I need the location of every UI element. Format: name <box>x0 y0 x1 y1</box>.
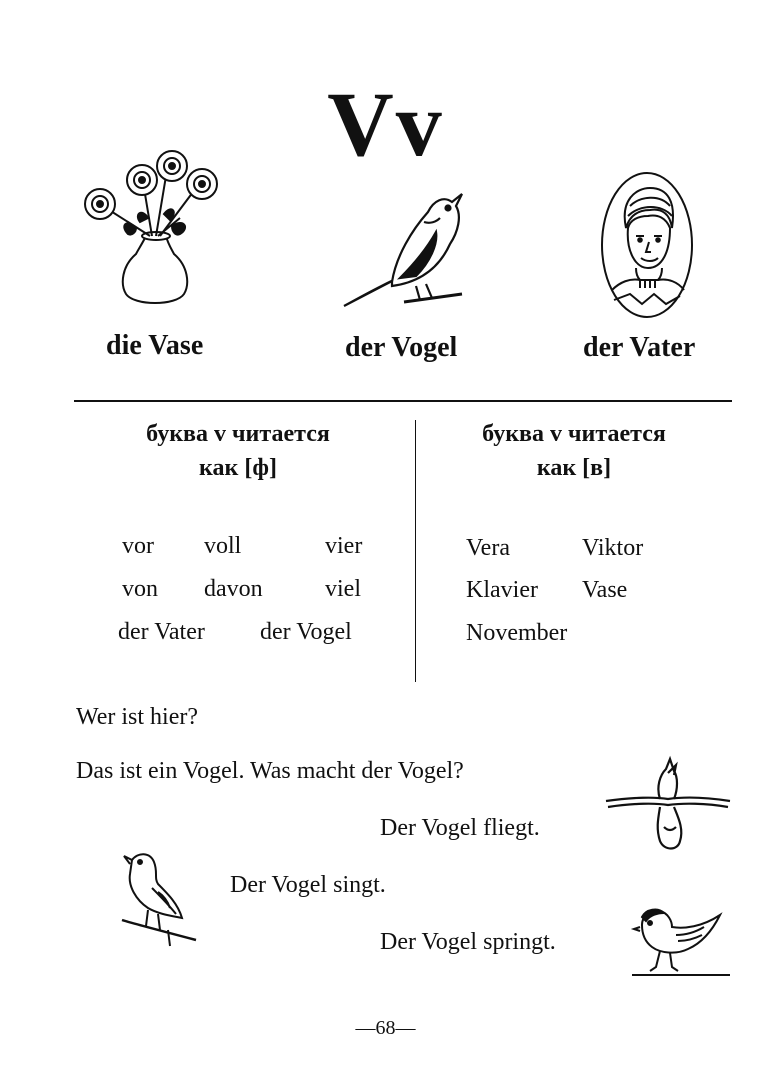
left-heading-line1: буква v читается <box>146 421 330 447</box>
right-heading-line2: как [в] <box>536 455 612 481</box>
word-viktor: Viktor <box>582 535 644 561</box>
word-der-vater: der Vater <box>118 619 205 645</box>
jumping-bird-icon <box>632 905 732 979</box>
word-davon: davon <box>204 576 263 602</box>
word-viel: viel <box>325 576 361 602</box>
right-heading-line1: буква v читается <box>482 421 666 447</box>
word-vier: vier <box>325 533 363 559</box>
caption-father: der Vater <box>583 332 696 363</box>
father-portrait-icon <box>600 170 694 320</box>
word-vase: Vase <box>582 577 628 603</box>
word-vera: Vera <box>466 535 510 561</box>
left-column-heading <box>96 417 380 485</box>
dialogue-line-2: Das ist ein Vogel. Was macht der Vogel? <box>76 758 464 784</box>
letter-heading: Vv <box>327 73 444 175</box>
caption-vase: die Vase <box>106 330 204 361</box>
left-heading-line2: как [ф] <box>199 455 277 481</box>
bird-icon <box>340 186 470 311</box>
column-divider <box>415 420 416 682</box>
word-von: von <box>122 576 158 602</box>
flying-bird-icon <box>604 757 732 853</box>
word-november: November <box>466 620 568 646</box>
page-number: —68— <box>355 1017 416 1039</box>
singing-bird-icon <box>118 848 200 948</box>
word-klavier: Klavier <box>466 577 538 603</box>
caption-bird: der Vogel <box>345 332 458 363</box>
word-der-vogel: der Vogel <box>260 619 352 645</box>
dialogue-line-4: Der Vogel singt. <box>230 872 386 898</box>
flower-vase-icon <box>76 148 226 318</box>
right-column-heading <box>432 417 716 485</box>
word-vor: vor <box>122 533 154 559</box>
dialogue-line-3: Der Vogel fliegt. <box>380 815 540 841</box>
dialogue-line-5: Der Vogel springt. <box>380 929 556 955</box>
word-voll: voll <box>204 533 242 559</box>
dialogue-line-1: Wer ist hier? <box>76 704 199 730</box>
horizontal-divider <box>74 400 732 402</box>
